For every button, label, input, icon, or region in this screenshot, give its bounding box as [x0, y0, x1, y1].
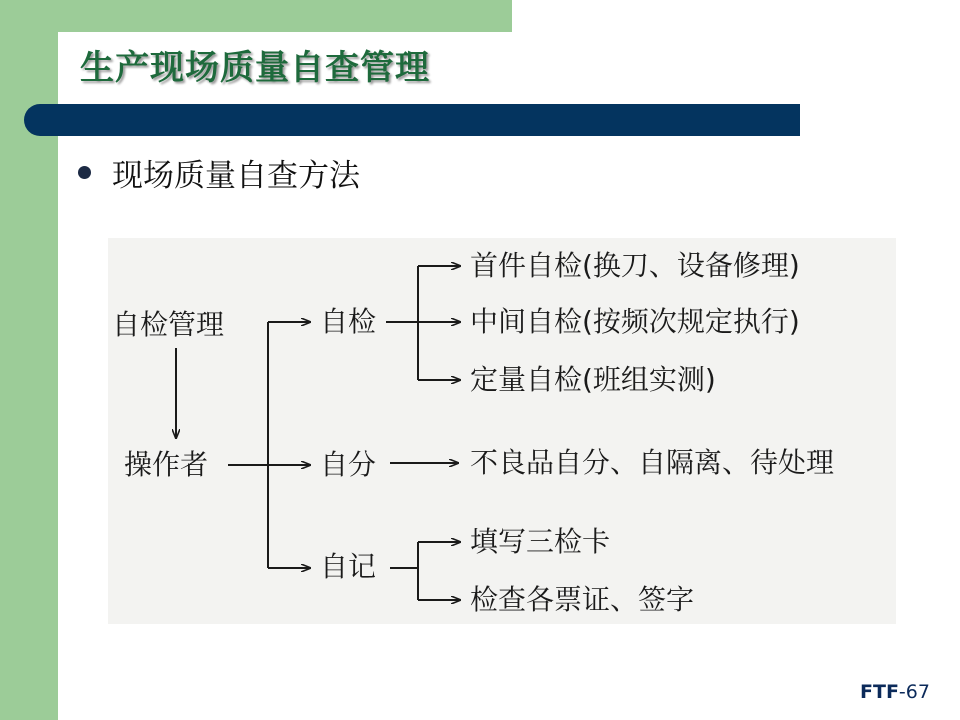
item-buliangpin: 不良品自分、自隔离、待处理: [470, 446, 835, 479]
item-dingliang: 定量自检(班组实测): [470, 363, 716, 396]
item-piaozheng: 检查各票证、签字: [470, 583, 695, 616]
bullet-text: 现场质量自查方法: [112, 158, 360, 194]
slide-title: 生产现场质量自查管理: [80, 48, 430, 88]
item-shoujian: 首件自检(换刀、设备修理): [470, 249, 800, 282]
diagram-root: 自检管理: [112, 308, 225, 341]
item-sanjianka: 填写三检卡: [470, 525, 611, 558]
footer-page-number: [860, 681, 930, 703]
branch-zijian: 自检: [320, 305, 377, 338]
footer-brand: FTF: [860, 681, 899, 703]
footer-page: -67: [898, 681, 930, 703]
branch-ziji: 自记: [320, 550, 377, 583]
diagram-actor: 操作者: [124, 448, 209, 481]
item-zhongjian: 中间自检(按频次规定执行): [470, 305, 800, 338]
branch-zifen: 自分: [320, 448, 377, 481]
